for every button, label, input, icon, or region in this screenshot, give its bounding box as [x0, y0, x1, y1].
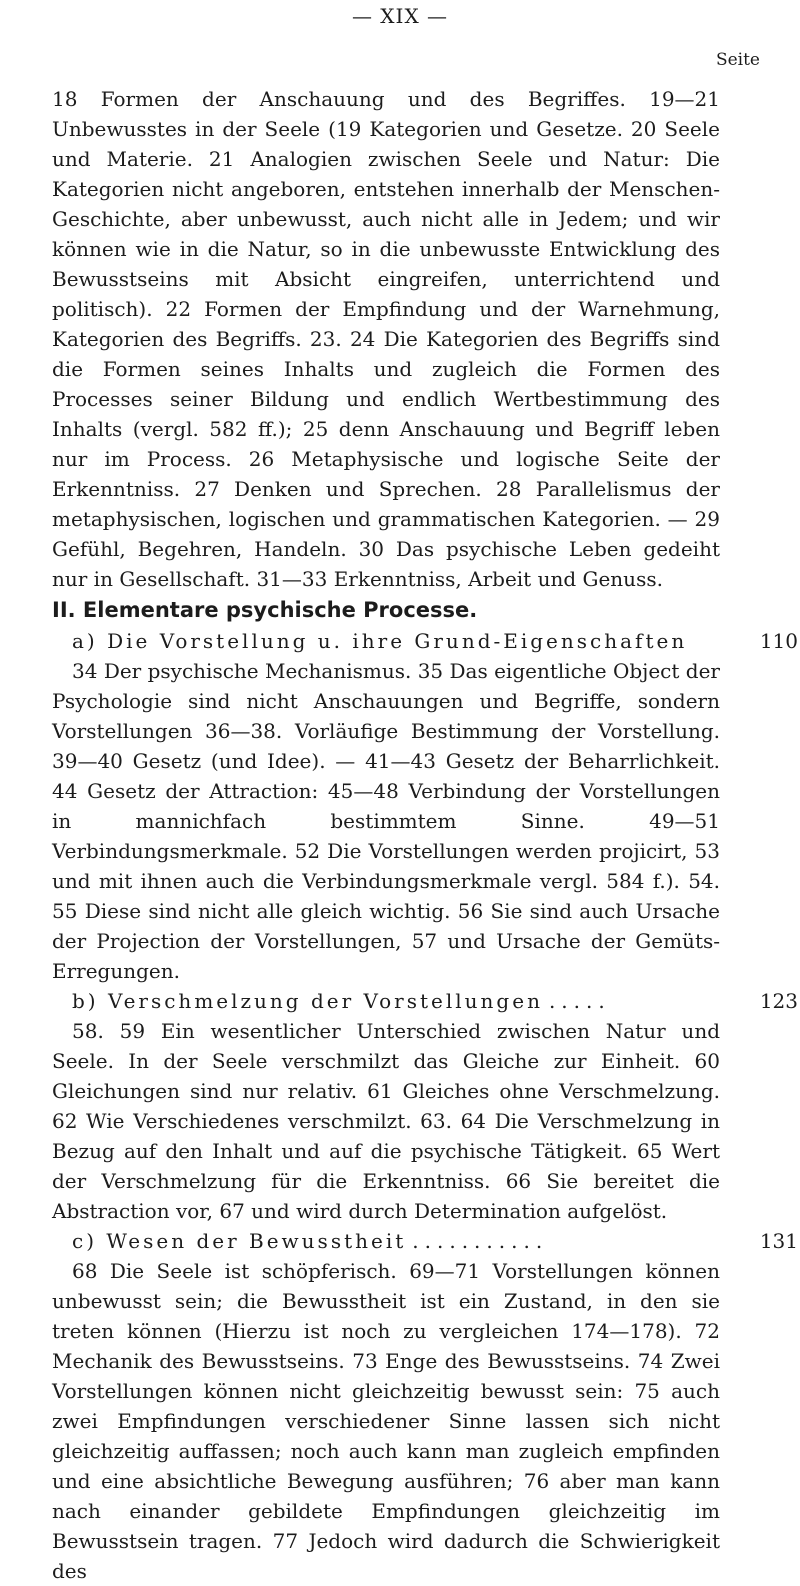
subsection-text-b: 58. 59 Ein wesentlicher Unterschied zwischen Natur und Seele. In der Seele verschmilzt das Gleiche zur Einheit. 60 Gleichungen sind nur relativ. 61 Gleiches ohne Verschmelzung. 62 Wie Verschiedenes verschmilzt. 63. 64 Die Verschmelzung in Bezug auf den Inhalt und auf die psychische Tätigkeit. 65 Wert der Verschmelzung für die Erkenntniss. 66 Sie bereitet die Abstraction vor, 67 und wird durch Determination aufgelöst.	[52, 1019, 720, 1223]
toc-dots: ...........	[412, 1229, 549, 1253]
toc-dots: .....	[548, 989, 611, 1013]
section-heading: II. Elementare psychische Processe.	[52, 598, 478, 622]
toc-entry-title: a) Die Vorstellung u. ihre Grund-Eigenschaften	[72, 629, 688, 653]
toc-entry-a	[52, 626, 798, 656]
toc-page-number: 123	[759, 989, 798, 1013]
toc-entry-c	[52, 1226, 798, 1256]
subsection-text-c: 68 Die Seele ist schöpferisch. 69—71 Vorstellungen können unbewusst sein; die Bewusstheit ist ein Zustand, in den sie treten können (Hierzu ist noch zu vergleichen 174—178). 72 Mechanik des Bewusstseins. 73 Enge des Bewusstseins. 74 Zwei Vorstellungen können nicht gleichzeitig bewusst sein: 75 auch zwei Empfindungen verschiedener Sinne lassen sich nicht gleichzeitig auffassen; noch auch kann man zugleich empfinden und eine absichtliche Bewegung ausführen; 76 aber man kann nach einander gebildete Empfindungen gleichzeitig im Bewusstsein tragen. 77 Jedoch wird dadurch die Schwierigkeit des	[52, 1259, 720, 1583]
subsection-text-a: 34 Der psychische Mechanismus. 35 Das eigentliche Object der Psychologie sind nicht Anschauungen und Begriffe, sondern Vorstellungen 36—38. Vorläufige Bestimmung der Vorstellung. 39—40 Gesetz (und Idee). — 41—43 Gesetz der Beharrlichkeit. 44 Gesetz der Attraction: 45—48 Verbindung der Vorstellungen in mannichfach bestimmtem Sinne. 49—51 Verbindungsmerkmale. 52 Die Vorstellungen werden projicirt, 53 und mit ihnen auch die Verbindungsmerkmale vergl. 584 f.). 54. 55 Diese sind nicht alle gleich wichtig. 56 Sie sind auch Ursache der Projection der Vorstellungen, 57 und Ursache der Gemüts-Erregungen.	[52, 659, 720, 983]
page-number: — XIX —	[351, 4, 449, 28]
seite-column-label: Seite	[715, 50, 760, 70]
toc-content	[52, 84, 798, 1586]
toc-page-number: 110	[759, 629, 798, 653]
toc-entry-title: c) Wesen der Bewusstheit	[72, 1229, 407, 1253]
toc-page-number: 131	[759, 1229, 798, 1253]
intro-paragraph: 18 Formen der Anschauung und des Begriffes. 19—21 Unbewusstes in der Seele (19 Kategorien und Gesetze. 20 Seele und Materie. 21 Analogien zwischen Seele und Natur: Die Kategorien nicht angeboren, entstehen innerhalb der Menschen-Geschichte, aber unbewusst, auch nicht alle in Jedem; und wir können wie in die Natur, so in die unbewusste Entwicklung des Bewusstseins mit Absicht eingreifen, unterrichtend und politisch). 22 Formen der Empfindung und der Warnehmung, Kategorien des Begriffs. 23. 24 Die Kategorien des Begriffs sind die Formen seines Inhalts und zugleich die Formen des Processes seiner Bildung und endlich Wertbestimmung des Inhalts (vergl. 582 ff.); 25 denn Anschauung und Begriff leben nur im Process. 26 Metaphysische und logische Seite der Erkenntniss. 27 Denken und Sprechen. 28 Parallelismus der metaphysischen, logischen und grammatischen Kategorien. — 29 Gefühl, Begehren, Handeln. 30 Das psychische Leben gedeiht nur in Gesellschaft. 31—33 Erkenntniss, Arbeit und Genuss.	[52, 87, 720, 591]
toc-entry-title: b) Verschmelzung der Vorstellungen	[72, 989, 543, 1013]
toc-entry-b	[52, 986, 798, 1016]
